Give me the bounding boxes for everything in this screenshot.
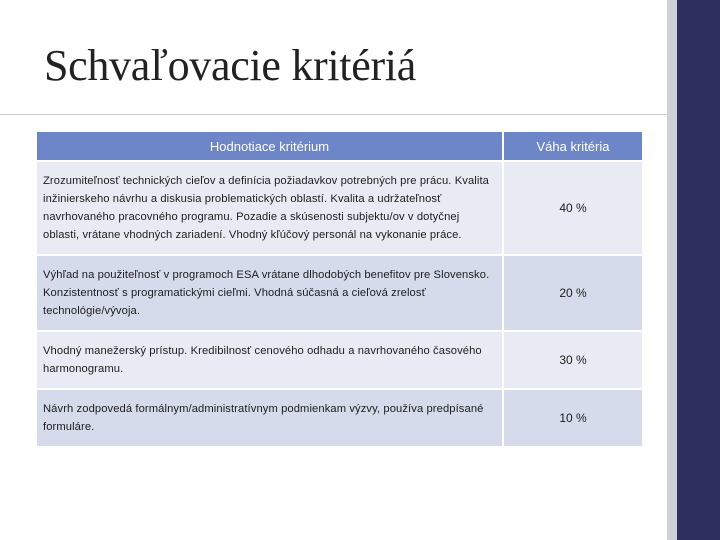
- slide-title: Schvaľovacie kritériá: [44, 41, 416, 90]
- table-row: [37, 162, 642, 256]
- title-divider: [0, 114, 667, 115]
- table-row: [37, 256, 642, 332]
- decorative-side-stripe: [667, 0, 677, 540]
- table-row: [37, 332, 642, 390]
- criterion-description: Vhodný manežerský prístup. Kredibilnosť cenového odhadu a navrhovaného časového harmonogramu.: [37, 332, 502, 390]
- criterion-description: Výhľad na použiteľnosť v programoch ESA vrátane dlhodobých benefitov pre Slovensko. Konzistentnosť s programatickými cieľmi. Vhodná súčasná a cieľová zrelosť technológie/vývoja.: [37, 256, 502, 332]
- criterion-weight: 20 %: [502, 256, 642, 332]
- header-criterion: Hodnotiace kritérium: [37, 132, 502, 162]
- criterion-description: Zrozumiteľnosť technických cieľov a definícia požiadavkov potrebných pre prácu. Kvalita inžinierskeho návrhu a diskusia problematických oblastí. Kvalita a udržateľnosť navrhovaného pracovného programu. Pozadie a skúsenosti subjektu/ov v dotyčnej oblasti, vrátane vhodných zariadení. Vhodný kľúčový personál na vykonanie práce.: [37, 162, 502, 256]
- criterion-description: Návrh zodpovedá formálnym/administratívnym podmienkam výzvy, používa predpísané formuláre.: [37, 390, 502, 448]
- decorative-side-bar: [677, 0, 720, 540]
- criterion-weight: 10 %: [502, 390, 642, 448]
- header-weight: Váha kritéria: [502, 132, 642, 162]
- table-header-row: [37, 132, 642, 162]
- table-row: [37, 390, 642, 448]
- criterion-weight: 30 %: [502, 332, 642, 390]
- criterion-weight: 40 %: [502, 162, 642, 256]
- criteria-table: [37, 132, 642, 448]
